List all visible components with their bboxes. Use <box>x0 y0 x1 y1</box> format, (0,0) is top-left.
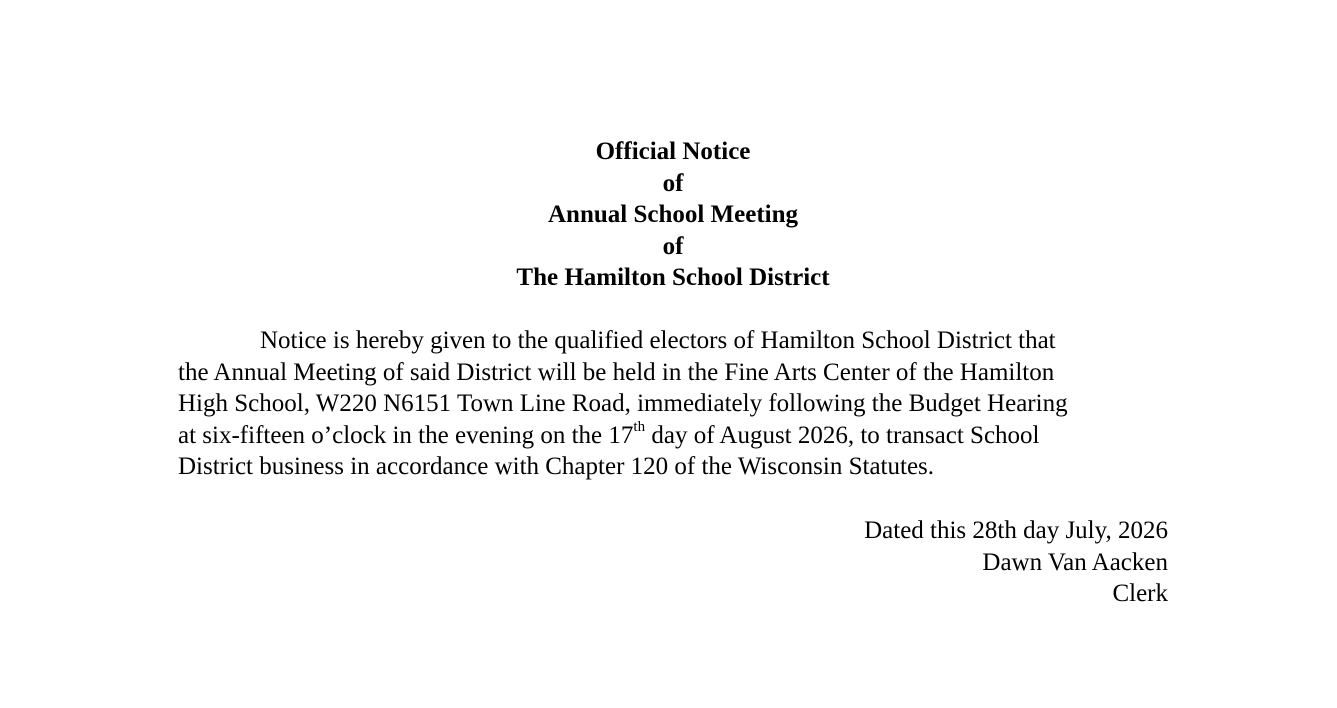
notice-title <box>0 136 1337 294</box>
title-line-of-1: of <box>662 169 684 197</box>
body-line-4-after: day of August 2026, to transact School <box>645 421 1040 449</box>
body-line-5: District business in accordance with Chapter 120 of the Wisconsin Statutes. <box>178 453 935 480</box>
title-line-annual-school-meeting: Annual School Meeting <box>547 201 799 228</box>
body-line-4 <box>178 420 1168 452</box>
body-line-1-text: Notice is hereby given to the qualified electors of Hamilton School District that <box>260 327 1056 354</box>
title-line-official-notice: Official Notice <box>595 138 751 165</box>
title-line-district-name: The Hamilton School District <box>516 264 830 291</box>
notice-body-paragraph <box>178 325 1168 483</box>
title-line-of-2: of <box>662 232 684 260</box>
signature-block <box>600 515 1168 610</box>
signer-role: Clerk <box>1112 580 1168 607</box>
ordinal-suffix: th <box>633 419 646 436</box>
body-line-4-before: at six-fifteen o’clock in the evening on the 17 <box>178 421 634 449</box>
dated-line: Dated this 28th day July, 2026 <box>864 517 1168 544</box>
signer-name: Dawn Van Aacken <box>982 548 1168 576</box>
body-line-3: High School, W220 N6151 Town Line Road, immediately following the Budget Hearing <box>178 390 1068 417</box>
body-line-1 <box>178 325 1168 357</box>
body-line-2: the Annual Meeting of said District will be held in the Fine Arts Center of the Hamilton <box>178 358 1055 386</box>
